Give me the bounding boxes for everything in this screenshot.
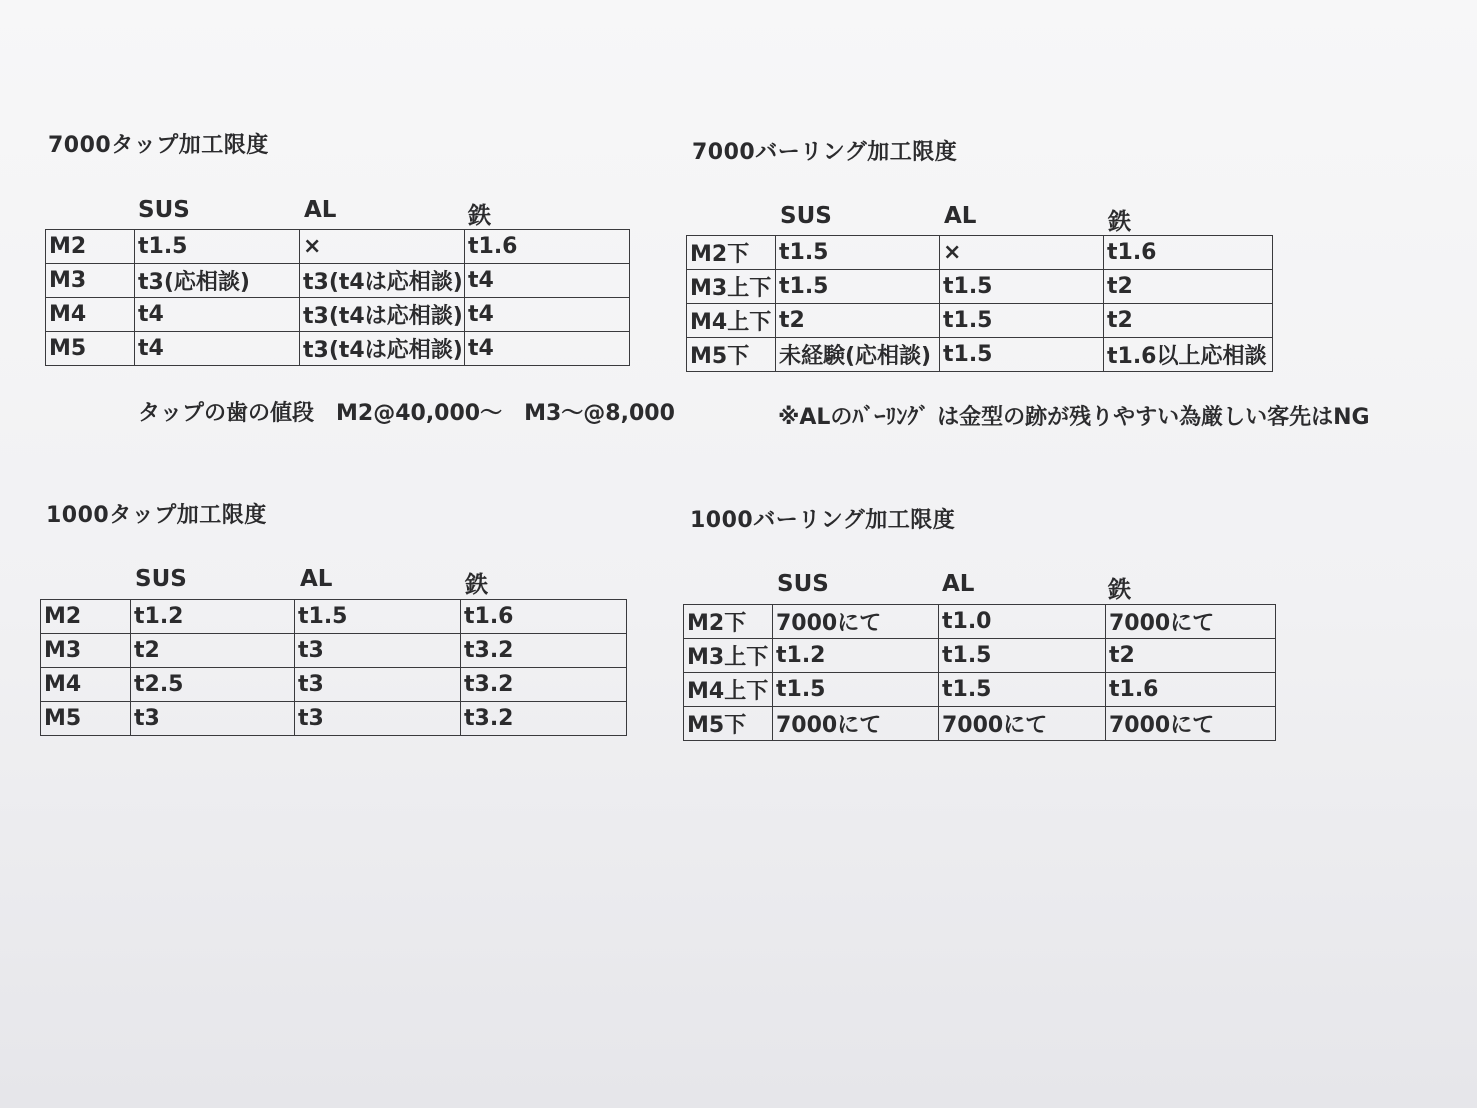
table-row [687, 304, 1273, 338]
burring7000-al-note: ※ALのﾊﾞｰﾘﾝｸﾞ は金型の跡が残りやすい為厳しい客先はNG [778, 405, 1370, 430]
row-label: M3 [46, 264, 135, 298]
cell-iron: t1.6 [461, 600, 627, 634]
cell-sus: 未経験(応相談) [776, 338, 940, 372]
table-row [684, 639, 1276, 673]
row-label: M3上下 [687, 270, 776, 304]
burring7000-title: 7000バーリング加工限度 [692, 140, 958, 165]
table-row [46, 230, 630, 264]
cell-sus: t1.2 [773, 639, 939, 673]
burring1000-table [683, 604, 1276, 741]
burring7000-header-al: AL [944, 203, 977, 229]
cell-iron: t4 [465, 264, 630, 298]
burring7000-header-sus: SUS [780, 203, 832, 229]
cell-iron: t4 [465, 298, 630, 332]
row-label: M2下 [684, 605, 773, 639]
row-label: M4 [41, 668, 131, 702]
table-row [41, 668, 627, 702]
table-row [684, 707, 1276, 741]
table-row [41, 634, 627, 668]
cell-sus: t1.5 [773, 673, 939, 707]
row-label: M5下 [684, 707, 773, 741]
cell-iron: t2 [1104, 270, 1273, 304]
table-row [687, 338, 1273, 372]
tap7000-price-note: タップの歯の値段 M2@40,000～ M3～@8,000 [138, 401, 675, 426]
cell-al: × [940, 236, 1104, 270]
cell-sus: t1.2 [131, 600, 295, 634]
table-row [46, 264, 630, 298]
cell-iron: t2 [1104, 304, 1273, 338]
cell-iron: t3.2 [461, 634, 627, 668]
table-row [687, 270, 1273, 304]
cell-iron: t2 [1106, 639, 1276, 673]
table-row [41, 702, 627, 736]
tap1000-table [40, 599, 627, 736]
cell-al: t1.5 [940, 338, 1104, 372]
tap1000-header-al: AL [300, 566, 333, 592]
cell-iron: t1.6以上応相談 [1104, 338, 1273, 372]
burring1000-header-al: AL [942, 571, 975, 597]
cell-al: 7000にて [939, 707, 1106, 741]
cell-al: × [300, 230, 465, 264]
cell-iron: 7000にて [1106, 707, 1276, 741]
tap7000-header-iron: 鉄 [468, 203, 491, 229]
cell-al: t1.0 [939, 605, 1106, 639]
cell-sus: 7000にて [773, 605, 939, 639]
tap1000-header-sus: SUS [135, 566, 187, 592]
row-label: M4 [46, 298, 135, 332]
row-label: M2下 [687, 236, 776, 270]
burring1000-header-sus: SUS [777, 571, 829, 597]
row-label: M2 [46, 230, 135, 264]
cell-iron: t1.6 [1106, 673, 1276, 707]
burring1000-header-iron: 鉄 [1108, 577, 1131, 603]
cell-al: t1.5 [295, 600, 461, 634]
cell-sus: t2 [131, 634, 295, 668]
cell-al: t3 [295, 634, 461, 668]
burring7000-header-iron: 鉄 [1108, 209, 1131, 235]
cell-iron: t1.6 [465, 230, 630, 264]
tap7000-table [45, 229, 630, 366]
tap1000-header-iron: 鉄 [465, 572, 488, 598]
table-row [46, 298, 630, 332]
tap1000-title: 1000タップ加工限度 [46, 503, 267, 528]
cell-sus: t1.5 [135, 230, 300, 264]
cell-sus: t1.5 [776, 270, 940, 304]
burring1000-title: 1000バーリング加工限度 [690, 508, 956, 533]
cell-al: t1.5 [940, 270, 1104, 304]
table-row [41, 600, 627, 634]
cell-al: t3(t4は応相談) [300, 264, 465, 298]
cell-iron: t1.6 [1104, 236, 1273, 270]
cell-sus: t4 [135, 298, 300, 332]
tap7000-title: 7000タップ加工限度 [48, 133, 269, 158]
cell-sus: t1.5 [776, 236, 940, 270]
cell-al: t1.5 [940, 304, 1104, 338]
cell-iron: t4 [465, 332, 630, 366]
cell-iron: 7000にて [1106, 605, 1276, 639]
table-row [684, 673, 1276, 707]
cell-sus: t4 [135, 332, 300, 366]
cell-al: t3 [295, 668, 461, 702]
row-label: M4上下 [684, 673, 773, 707]
cell-al: t1.5 [939, 673, 1106, 707]
row-label: M5 [41, 702, 131, 736]
cell-sus: t2.5 [131, 668, 295, 702]
cell-sus: t3 [131, 702, 295, 736]
cell-sus: t2 [776, 304, 940, 338]
burring7000-table [686, 235, 1273, 372]
row-label: M5 [46, 332, 135, 366]
cell-al: t1.5 [939, 639, 1106, 673]
table-row [687, 236, 1273, 270]
row-label: M5下 [687, 338, 776, 372]
tap7000-header-sus: SUS [138, 197, 190, 223]
cell-iron: t3.2 [461, 668, 627, 702]
row-label: M3上下 [684, 639, 773, 673]
cell-al: t3 [295, 702, 461, 736]
cell-al: t3(t4は応相談) [300, 332, 465, 366]
table-row [684, 605, 1276, 639]
row-label: M3 [41, 634, 131, 668]
tap7000-header-al: AL [304, 197, 337, 223]
cell-al: t3(t4は応相談) [300, 298, 465, 332]
cell-sus: t3(応相談) [135, 264, 300, 298]
table-row [46, 332, 630, 366]
cell-iron: t3.2 [461, 702, 627, 736]
row-label: M4上下 [687, 304, 776, 338]
row-label: M2 [41, 600, 131, 634]
cell-sus: 7000にて [773, 707, 939, 741]
